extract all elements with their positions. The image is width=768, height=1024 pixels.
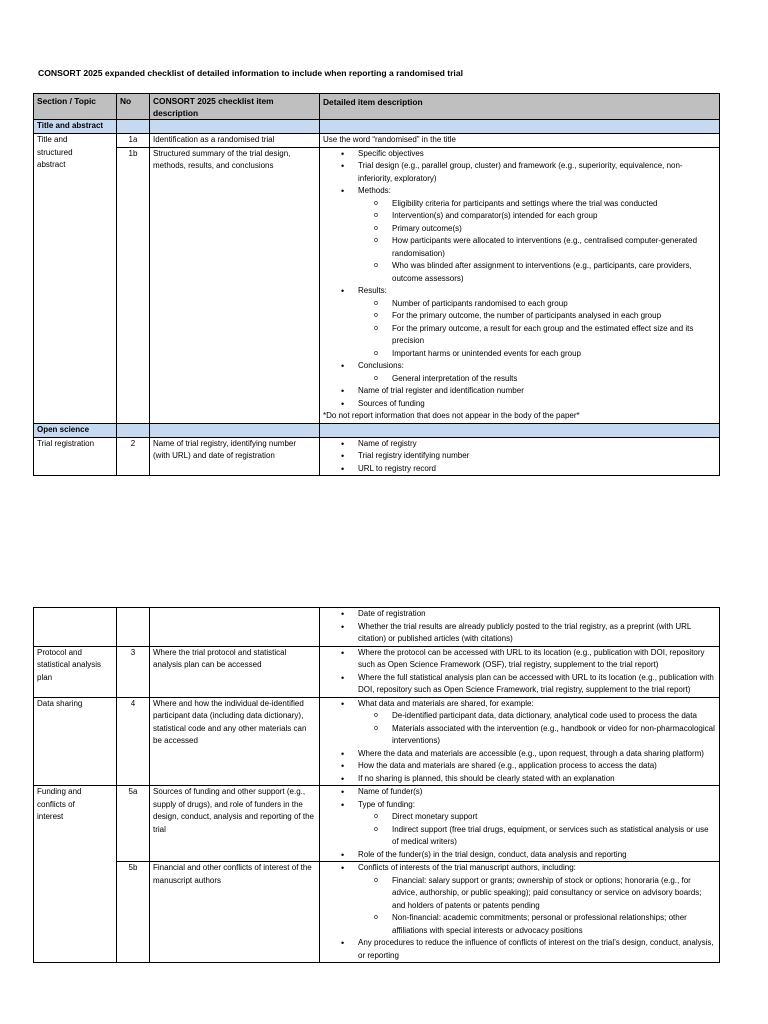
document-title: CONSORT 2025 expanded checklist of detailed information to include when reporting a randomised trial xyxy=(38,68,463,78)
sub-list-item: o Materials associated with the intervention (e.g., handbook or video for non-pharmacological interventions) xyxy=(358,723,716,748)
table-row xyxy=(34,862,720,963)
checklist-table-page1 xyxy=(33,93,720,476)
list-item: • URL to registry record xyxy=(323,463,716,476)
section-row-open-science xyxy=(34,423,720,437)
sub-list-item: o Who was blinded after assignment to interventions (e.g., participants, care providers, outcome assessors) xyxy=(358,260,716,285)
table-row xyxy=(34,697,720,786)
item-number: 1b xyxy=(117,147,150,423)
sub-list-item: o Eligibility criteria for participants and settings where the trial was conducted xyxy=(358,198,716,211)
sub-list-item: o General interpretation of the results xyxy=(358,373,716,386)
list-item: • How the data and materials are shared (e.g., application process to access the data) xyxy=(323,760,716,773)
list-item: • Whether the trial results are already publicly posted to the trial registry, as a preprint (with URL citation) or published articles (with citations) xyxy=(323,621,716,646)
list-item: • Any procedures to reduce the influence of conflicts of interest on the trial’s design, conduct, analysis, or reporting xyxy=(323,937,716,962)
item-description: Structured summary of the trial design, methods, results, and conclusions xyxy=(150,147,320,423)
list-item xyxy=(323,185,716,285)
list-item-label: Results: xyxy=(358,286,387,295)
list-item: • Sources of funding xyxy=(323,398,716,411)
list-item: • Where the protocol can be accessed with URL to its location (e.g., publication with DOI, repository such as Open Science Framework (OSF), trial registry, supplement to the trial report) xyxy=(323,647,716,672)
list-item xyxy=(323,285,716,360)
sub-list-item: o How participants were allocated to interventions (e.g., centralised computer-generated randomisation) xyxy=(358,235,716,260)
item-description: Where and how the individual de-identified participant data (including data dictionary), statistical code and any other materials can be accessed xyxy=(150,697,320,786)
detail-cell xyxy=(320,608,720,647)
detail-cell xyxy=(320,862,720,963)
list-item: • Trial registry identifying number xyxy=(323,450,716,463)
list-item xyxy=(323,698,716,748)
item-number: 4 xyxy=(117,697,150,786)
table-header-row xyxy=(34,94,720,120)
list-item: • Trial design (e.g., parallel group, cluster) and framework (e.g., superiority, equivalence, non- inferiority, exploratory) xyxy=(323,160,716,185)
checklist-table-page2 xyxy=(33,607,720,963)
section-label: Title and abstract xyxy=(34,120,117,134)
item-description: Sources of funding and other support (e.g., supply of drugs), and role of funders in the design, conduct, analysis and reporting of the trial xyxy=(150,786,320,862)
item-description: Identification as a randomised trial xyxy=(150,134,320,148)
topic-cell: Protocol and statistical analysis plan xyxy=(34,646,117,697)
sub-list-item: o Intervention(s) and comparator(s) intended for each group xyxy=(358,210,716,223)
detail-cell xyxy=(320,697,720,786)
detail-cell: Use the word “randomised” in the title xyxy=(320,134,720,148)
list-item: • Name of trial register and identification number xyxy=(323,385,716,398)
sub-list-item: o For the primary outcome, a result for each group and the estimated effect size and its precision xyxy=(358,323,716,348)
list-item-label: Type of funding: xyxy=(358,799,415,809)
table-row xyxy=(34,437,720,476)
list-item-label: Conflicts of interests of the trial manuscript authors, including: xyxy=(358,863,576,872)
list-item: • Date of registration xyxy=(323,608,716,621)
list-item: • Name of registry xyxy=(323,438,716,451)
item-description: Name of trial registry, identifying number (with URL) and date of registration xyxy=(150,437,320,476)
sub-list-item: o Non-financial: academic commitments; personal or professional relationships; other affiliations with special interests or advocacy positions xyxy=(358,912,716,937)
header-no: No xyxy=(117,94,150,120)
item-number: 3 xyxy=(117,646,150,697)
detail-cell xyxy=(320,147,720,423)
topic-cell: Funding and conflicts of interest xyxy=(34,786,117,963)
list-item-label: What data and materials are shared, for example: xyxy=(358,698,534,708)
sub-list-item: o Financial: salary support or grants; ownership of stock or options; honoraria (e.g., for advice, authorship, or public speaking); paid consultancy or service on advisory boards; and holders of patents or patents pending xyxy=(358,875,716,913)
sub-list-item: o De-identified participant data, data dictionary, analytical code used to process the data xyxy=(358,710,716,723)
sub-list-item: o Important harms or unintended events for each group xyxy=(358,348,716,361)
header-detail: Detailed item description xyxy=(320,94,720,120)
table-row xyxy=(34,786,720,862)
list-item: • Where the data and materials are accessible (e.g., upon request, through a data sharing platform) xyxy=(323,748,716,761)
detail-cell xyxy=(320,646,720,697)
item-number: 2 xyxy=(117,437,150,476)
list-item: • Name of funder(s) xyxy=(323,786,716,799)
item-number: 5b xyxy=(117,862,150,963)
sub-list-item: o For the primary outcome, the number of participants analysed in each group xyxy=(358,310,716,323)
sub-list-item: o Primary outcome(s) xyxy=(358,223,716,236)
item-description: Financial and other conflicts of interest of the manuscript authors xyxy=(150,862,320,963)
topic-cell: Title and structured abstract xyxy=(34,134,117,424)
list-item: • If no sharing is planned, this should be clearly stated with an explanation xyxy=(323,773,716,786)
table-row xyxy=(34,608,720,647)
list-item xyxy=(323,799,716,849)
list-item-label: Methods: xyxy=(358,186,391,195)
table-row xyxy=(34,646,720,697)
header-item: CONSORT 2025 checklist item description xyxy=(150,94,320,120)
sub-list-item: o Number of participants randomised to each group xyxy=(358,298,716,311)
table-row xyxy=(34,134,720,148)
item-description: Where the trial protocol and statistical analysis plan can be accessed xyxy=(150,646,320,697)
list-item: • Specific objectives xyxy=(323,148,716,161)
list-item: • Where the full statistical analysis plan can be accessed with URL to its location (e.g., publication with DOI, repository such as Open Science Framework, trial registry, supplement to the trial report) xyxy=(323,672,716,697)
footnote-text: *Do not report information that does not appear in the body of the paper* xyxy=(323,411,580,420)
list-item: • Role of the funder(s) in the trial design, conduct, data analysis and reporting xyxy=(323,849,716,862)
section-label: Open science xyxy=(34,423,117,437)
list-item xyxy=(323,862,716,937)
item-number: 5a xyxy=(117,786,150,862)
header-section: Section / Topic xyxy=(34,94,117,120)
section-row-title-abstract xyxy=(34,120,720,134)
detail-cell xyxy=(320,786,720,862)
item-number: 1a xyxy=(117,134,150,148)
topic-cell: Trial registration xyxy=(34,437,117,476)
topic-cell: Data sharing xyxy=(34,697,117,786)
list-item-label: Conclusions: xyxy=(358,361,404,370)
list-item xyxy=(323,360,716,385)
detail-cell xyxy=(320,437,720,476)
sub-list-item: o Direct monetary support xyxy=(358,811,716,824)
sub-list-item: o Indirect support (free trial drugs, equipment, or services such as statistical analysis or use of medical writers) xyxy=(358,824,716,849)
table-row xyxy=(34,147,720,423)
